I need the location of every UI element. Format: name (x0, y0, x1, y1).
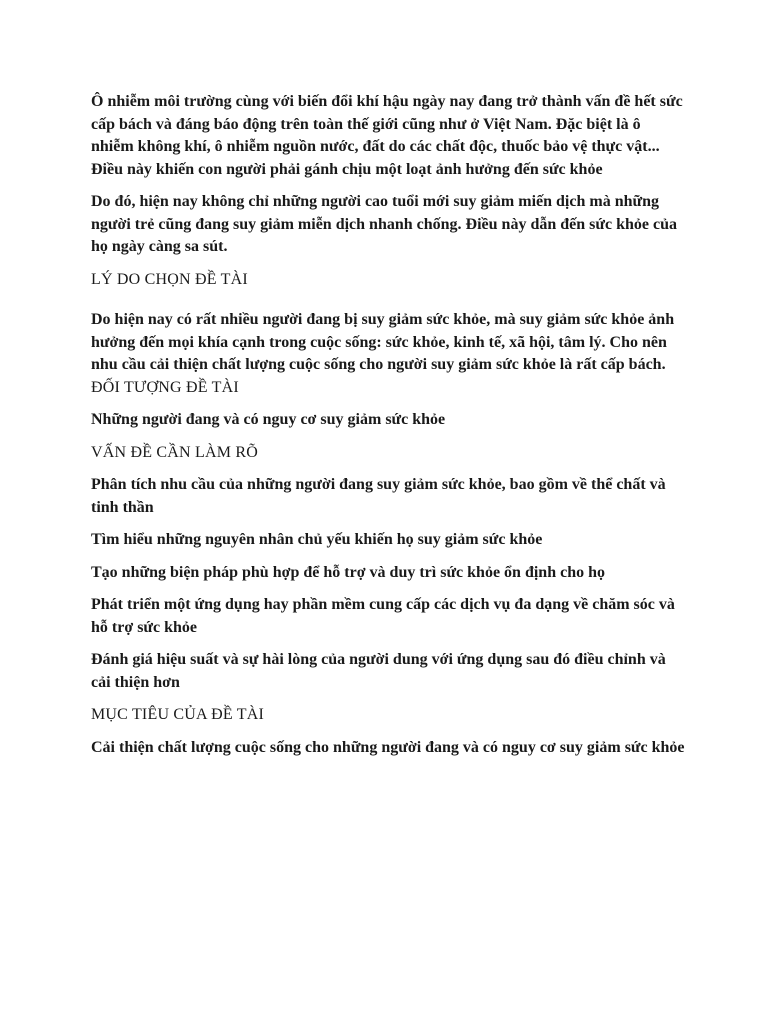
goal-heading: MỤC TIÊU CỦA ĐỀ TÀI (91, 706, 264, 723)
reason-paragraph: Do hiện nay có rất nhiều người đang bị suy giảm sức khỏe, mà suy giảm sức khỏe ảnh hưởng đến mọi khía cạnh trong cuộc sống: sức khỏe, kinh tế, xã hội, tâm lý. Cho nên nhu cầu cải thiện chất lượng cuộc sống cho người suy giảm sức khỏe là rất cấp bách. (91, 311, 675, 373)
subject-heading: ĐỐI TƯỢNG ĐỀ TÀI (91, 378, 239, 396)
issue-item: Phát triển một ứng dụng hay phần mềm cung cấp các dịch vụ đa dạng về chăm sóc và hỗ trợ sức khỏe (91, 596, 675, 636)
goal-paragraph: Cải thiện chất lượng cuộc sống cho những người đang và có nguy cơ suy giảm sức khỏe (91, 738, 685, 756)
subject-paragraph: Những người đang và có nguy cơ suy giảm sức khỏe (91, 411, 446, 428)
intro-paragraph-1: Ô nhiễm môi trường cùng với biến đổi khí hậu ngày nay đang trở thành vấn đề hết sức cấp bách và đáng báo động trên toàn thế giới cũng như ở Việt Nam. Đặc biệt là ô nhiễm không khí, ô nhiễm nguồn nước, đất do các chất độc, thuốc bảo vệ thực vật... Điều này khiến con người phải gánh chịu một loạt ảnh hưởng đến sức khỏe (91, 93, 683, 178)
intro-paragraph-2: Do đó, hiện nay không chỉ những người cao tuổi mới suy giảm miến dịch mà những người trẻ cũng đang suy giảm miễn dịch nhanh chống. Điều này dẫn đến sức khỏe của họ ngày càng sa sút. (91, 193, 677, 255)
issue-item: Tạo những biện pháp phù hợp để hỗ trợ và duy trì sức khỏe ổn định cho họ (91, 563, 605, 581)
issue-item: Phân tích nhu cầu của những người đang suy giảm sức khỏe, bao gồm về thể chất và tinh thần (91, 476, 666, 516)
document-page (91, 91, 687, 769)
issue-item: Tìm hiểu những nguyên nhân chủ yếu khiến họ suy giảm sức khỏe (91, 531, 543, 548)
reason-heading: LÝ DO CHỌN ĐỀ TÀI (91, 270, 248, 288)
issues-heading: VẤN ĐỀ CẦN LÀM RÕ (91, 443, 258, 461)
issue-item: Đánh giá hiệu suất và sự hài lòng của người dung với ứng dụng sau đó điều chỉnh và cải thiện hơn (91, 651, 666, 691)
